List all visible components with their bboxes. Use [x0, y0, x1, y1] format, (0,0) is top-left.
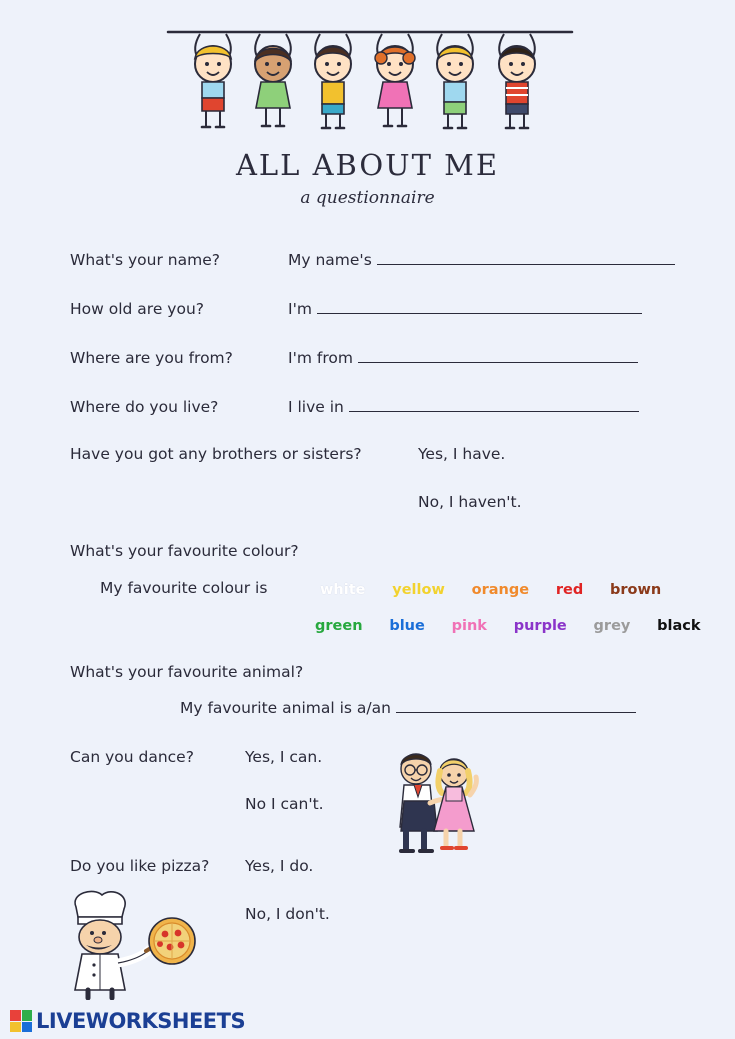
- colour-option-black[interactable]: black: [657, 618, 701, 634]
- answer-animal: [180, 699, 636, 717]
- answer-age-lead: I'm: [288, 300, 312, 318]
- question-dance: [70, 748, 194, 766]
- liveworksheets-logo[interactable]: [10, 1009, 245, 1033]
- colour-option-blue[interactable]: blue: [389, 618, 425, 634]
- option-pizza-no[interactable]: [245, 905, 330, 923]
- question-residence-prompt: Where do you live?: [70, 398, 219, 416]
- page-subtitle: a questionnaire: [300, 188, 435, 208]
- answer-residence-lead: I live in: [288, 398, 344, 416]
- answer-animal-lead: My favourite animal is a/an: [180, 699, 391, 717]
- colour-option-green[interactable]: green: [315, 618, 363, 634]
- answer-origin-lead: I'm from: [288, 349, 353, 367]
- question-animal: [70, 663, 303, 681]
- colour-option-purple[interactable]: purple: [513, 618, 567, 634]
- question-pizza-prompt: Do you like pizza?: [70, 857, 210, 875]
- answer-name: [288, 251, 675, 269]
- question-name-prompt: What's your name?: [70, 251, 220, 269]
- question-age: [70, 300, 204, 318]
- answer-origin-blank[interactable]: [358, 349, 638, 363]
- page-title: ALL ABOUT ME: [235, 148, 500, 182]
- question-residence: [70, 398, 218, 416]
- colour-option-pink[interactable]: pink: [451, 618, 487, 634]
- answer-animal-blank[interactable]: [396, 699, 636, 713]
- pizza-chef-illustration: [60, 885, 200, 1000]
- option-pizza-yes-label: Yes, I do.: [245, 857, 314, 875]
- answer-name-blank[interactable]: [377, 251, 675, 265]
- option-dance-yes-label: Yes, I can.: [245, 748, 323, 766]
- option-siblings-yes[interactable]: [418, 445, 505, 463]
- question-siblings-prompt: Have you got any brothers or sisters?: [70, 445, 362, 463]
- question-age-prompt: How old are you?: [70, 300, 204, 318]
- question-animal-prompt: What's your favourite animal?: [70, 663, 304, 681]
- logo-text: LIVEWORKSHEETS: [36, 1009, 246, 1033]
- question-origin: [70, 349, 233, 367]
- colour-option-orange[interactable]: orange: [471, 582, 530, 598]
- answer-age-blank[interactable]: [317, 300, 642, 314]
- answer-colour-lead-wrap: [100, 579, 267, 597]
- option-dance-yes[interactable]: [245, 748, 322, 766]
- colour-options-row-2: [315, 616, 701, 634]
- colour-option-red[interactable]: red: [555, 582, 584, 598]
- question-colour-prompt: What's your favourite colour?: [70, 542, 299, 560]
- option-dance-no-label: No I can't.: [245, 795, 324, 813]
- question-colour: [70, 542, 299, 560]
- answer-name-lead: My name's: [288, 251, 372, 269]
- option-siblings-yes-label: Yes, I have.: [418, 445, 506, 463]
- answer-residence-blank[interactable]: [349, 398, 639, 412]
- question-name: [70, 251, 220, 269]
- answer-origin: [288, 349, 638, 367]
- option-siblings-no-label: No, I haven't.: [418, 493, 522, 511]
- colour-option-brown[interactable]: brown: [610, 582, 662, 598]
- question-dance-prompt: Can you dance?: [70, 748, 194, 766]
- answer-age: [288, 300, 642, 318]
- option-dance-no[interactable]: [245, 795, 324, 813]
- logo-grid-icon: [10, 1010, 32, 1032]
- question-origin-prompt: Where are you from?: [70, 349, 233, 367]
- colour-option-yellow[interactable]: yellow: [392, 582, 445, 598]
- answer-colour-lead: My favourite colour is: [100, 579, 268, 597]
- colour-option-white[interactable]: white: [320, 582, 366, 598]
- colour-options-row-1: [320, 580, 661, 598]
- option-pizza-yes[interactable]: [245, 857, 313, 875]
- hanging-kids-illustration: [160, 18, 580, 138]
- question-pizza: [70, 857, 209, 875]
- colour-option-grey[interactable]: grey: [593, 618, 631, 634]
- answer-residence: [288, 398, 639, 416]
- question-siblings: [70, 445, 362, 463]
- dancing-couple-illustration: [382, 745, 482, 855]
- option-siblings-no[interactable]: [418, 493, 522, 511]
- option-pizza-no-label: No, I don't.: [245, 905, 330, 923]
